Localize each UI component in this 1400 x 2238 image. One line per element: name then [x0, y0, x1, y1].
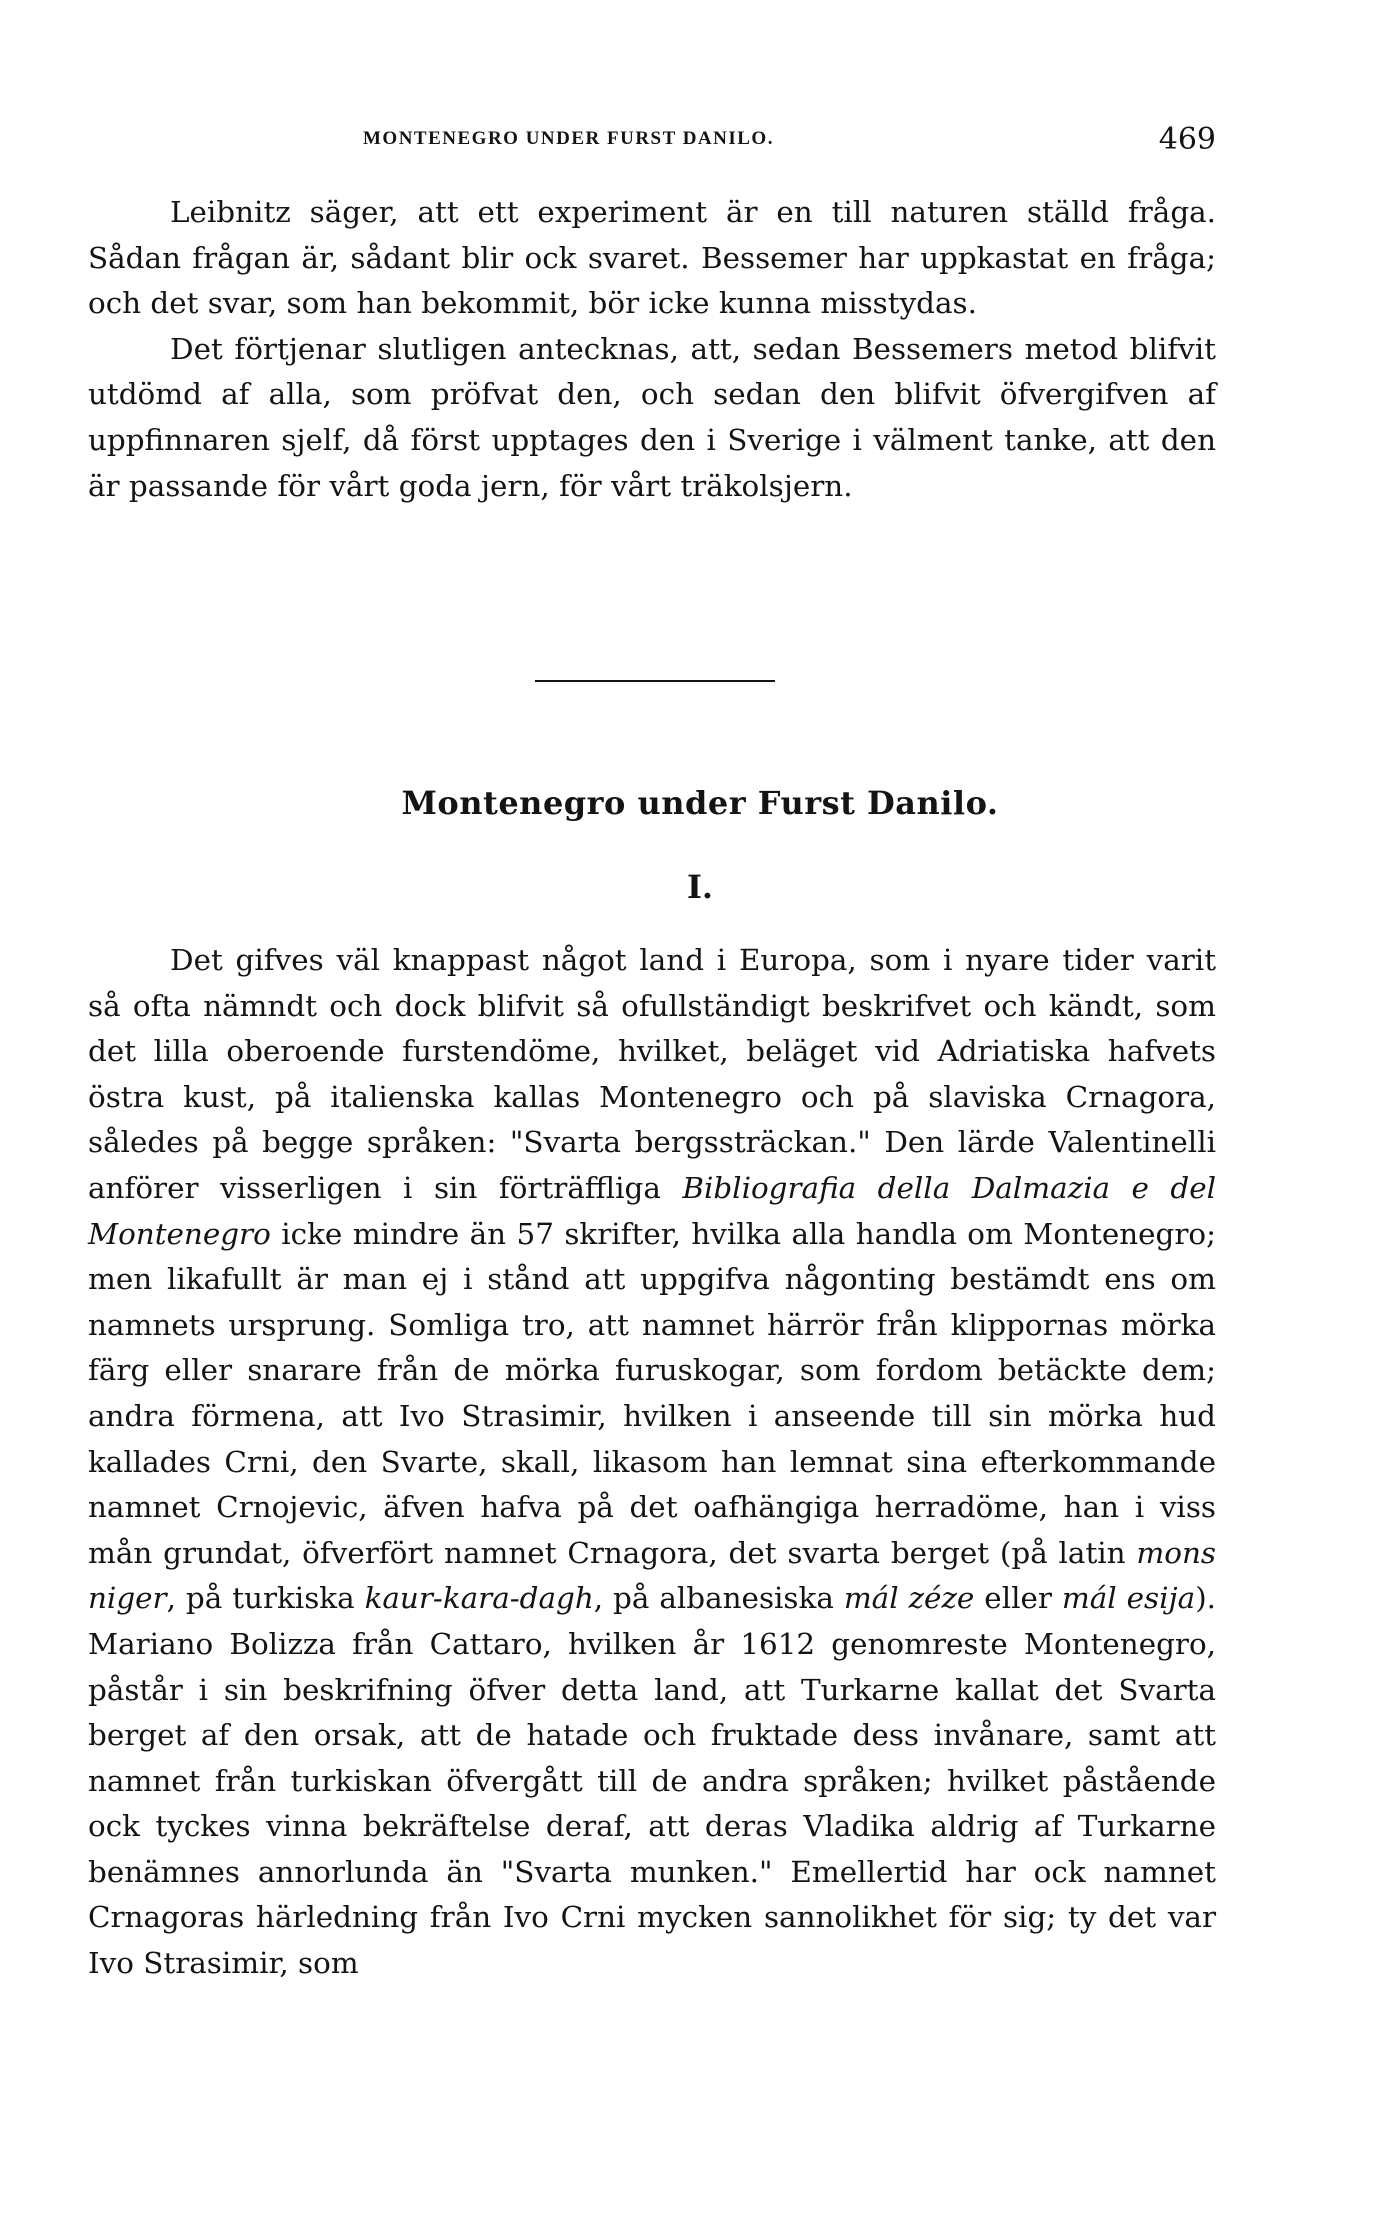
paragraph-montenegro-name	[88, 938, 1216, 1987]
text-run: , på albanesiska	[593, 1581, 844, 1616]
section-divider-rule	[535, 680, 775, 682]
turkish-name-italic: kaur-kara-dagh	[364, 1581, 594, 1616]
article-body	[88, 938, 1216, 1987]
latin-name-italic: mons niger	[88, 1535, 1216, 1616]
albanian-name-italic: mál zéze	[843, 1581, 975, 1616]
section-heading: Montenegro under Furst Danilo.	[401, 784, 999, 822]
page-number: 469	[1158, 122, 1216, 157]
running-title: MONTENEGRO UNDER FURST DANILO.	[363, 128, 774, 149]
text-run: eller	[974, 1581, 1062, 1616]
paragraph-bessemer: Det förtjenar slutligen antecknas, att, sedan Bessemers metod blifvit utdömd af alla, som pröfvat den, och sedan den blifvit öfvergifven af uppfinnaren sjelf, då först upptages den i Sverige i välment tanke, att den är passande för vårt goda jern, för vårt träkolsjern.	[88, 331, 1216, 503]
text-run: ). Mariano Bolizza från Cattaro, hvilken år 1612 genomreste Montenegro, påstår i sin beskrifning öfver detta land, att Turkarne kallat det Svarta berget af den orsak, att de hatade och fruktade dess invånare, samt att namnet från turkiskan öfvergått till de andra språken; hvilket påstående ock tyckes vinna bekräftelse deraf, att deras Vladika aldrig af Turkarne benämnes annorlunda än "Svarta munken." Emellertid har ock namnet Crnagoras härledning från Ivo Crni mycken sannolikhet för sig; ty det var Ivo Strasimir, som	[88, 1581, 1216, 1981]
text-run: Det gifves väl knappast något land i Europa, som i nyare tider varit så ofta nämndt och dock blifvit så ofullständigt beskrifvet och kändt, som det lilla oberoende furstendöme, hvilket, beläget vid Adriatiska hafvets östra kust, på italienska kallas Montenegro och på slaviska Crnagora, således på begge språken: "Svarta bergssträckan." Den lärde Valentinelli anförer visserligen i sin förträffliga	[88, 943, 1216, 1205]
text-run: , på turkiska	[166, 1581, 365, 1616]
albanian-name-italic: mál esija	[1061, 1581, 1196, 1616]
running-head	[88, 122, 1216, 162]
part-numeral: I.	[686, 868, 714, 906]
previous-article-ending	[88, 190, 1216, 509]
text-run: icke mindre än 57 skrifter, hvilka alla handla om Montenegro; men likafullt är man ej i stånd att uppgifva någonting bestämdt ens om namnets ursprung. Somliga tro, att namnet härrör från klippornas mörka färg eller snarare från de mörka furuskogar, som fordom betäckte dem; andra förmena, att Ivo Strasimir, hvilken i anseende till sin mörka hud kallades Crni, den Svarte, skall, likasom han lemnat sina efterkommande namnet Crnojevic, äfven hafva på det oafhängiga herradöme, han i viss mån grundat, öfverfört namnet Crnagora, det svarta berget (på latin	[88, 1216, 1216, 1570]
paragraph-leibnitz: Leibnitz säger, att ett experiment är en till naturen ställd fråga. Sådan frågan är, sådant blir ock svaret. Bessemer har uppkastat en fråga; och det svar, som han bekommit, bör icke kunna misstydas.	[88, 195, 1216, 321]
book-title-italic: Bibliografia della Dalmazia e del Montenegro	[88, 1170, 1216, 1251]
